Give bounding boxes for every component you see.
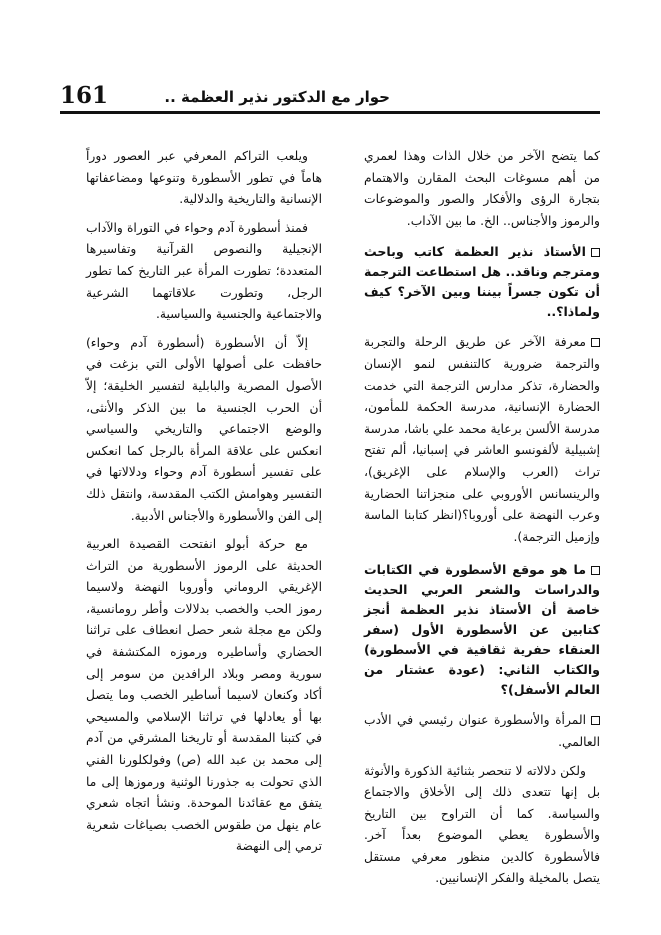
paragraph: ولكن دلالاته لا تنحصر بثنائية الذكورة والأنوثة بل إنها تتعدى ذلك إلى الأخلاق والاجتماع والسياسة. كما أن التراوح بين التاريخ والأسطورة يعطي الموضوع بعداً آخر. فالأسطورة كالدين منظور معرفي مستقل يتصل بالمخيلة والفكر الإنسانيين. (364, 763, 600, 886)
interview-question (364, 560, 600, 700)
question-text: الأستاذ نذير العظمة كاتب وباحث ومترجم وناقد.. هل استطاعت الترجمة أن تكون جسراً بيننا وبين الآخر؟ كيف ولماذا؟.. (364, 244, 600, 320)
paragraph: إلاّ أن الأسطورة (أسطورة آدم وحواء) حافظت على أصولها الأولى التي بزغت في الأصول المصرية والبابلية لتفسير الخليقة؛ إلاّ أن الحرب الجنسية ما بين الذكر والأنثى، والوضع الاجتماعي والتاريخي والسياسي انعكس على علاقة المرأة بالرجل كما انعكس على تفسير أسطورة آدم وحواء ودلالاتها في التفسير وهوامش الكتب المقدسة، وانتقل ذلك إلى الفن والأسطورة والأجناس الأدبية. (86, 335, 322, 523)
page-number: 161 (60, 82, 109, 109)
interview-answer (364, 332, 600, 548)
square-bullet-icon (591, 716, 600, 725)
question-text: ما هو موقع الأسطورة في الكتابات والدراسات والشعر العربي الحديث خاصة أن الأستاذ نذير العظمة أنجز كتابين عن الأسطورة الأول (سفر العنقاء حفرية ثقافية في الأسطورة) والكتاب الثاني: (عودة عشتار من العالم الأسفل)؟ (364, 562, 600, 698)
right-column (364, 146, 600, 897)
paragraph: مع حركة أبولو انفتحت القصيدة العربية الحديثة على الرموز الأسطورية من التراث الإغريقي الروماني وأوروبا النهضة ولاسيما رموز الحب والخصب بدلالات وأطر رومانسية، ولكن مع مجلة شعر حصل انعطاف على تراثنا الحضاري وأساطيره ورموزه المكتشفة في سورية ومصر وبلاد الرافدين من سومر إلى أكاد وكنعان لاسيما أساطير الخصب وما يتصل بها أو يعادلها في تراثنا الإسلامي والمسيحي في كتبنا المقدسة أو تاريخنا المشرقي من آدم إلى محمد بن عبد الله (ص) وفولكلورنا الفني الذي تحولت به جذورنا الوثنية ورموزها إلى ما يتفق مع عقائدنا الموحدة. ونشأ اتجاه شعري عام ينهل من طقوس الخصب بصياغات شعرية ترمي إلى النهضة (86, 537, 322, 854)
answer-text: المرأة والأسطورة عنوان رئيسي في الأدب العالمي. (364, 713, 600, 749)
header-rule (60, 111, 600, 114)
paragraph: ويلعب التراكم المعرفي عبر العصور دوراً هاماً في تطور الأسطورة وتنوعها ومضاعفاتها الإنسانية والتاريخية والدلالية. (86, 149, 322, 207)
paragraph: فمنذ أسطورة آدم وحواء في التوراة والآداب الإنجيلية والنصوص القرآنية وتفاسيرها المتعددة؛ تطورت المرأة عبر التاريخ كما تطور الرجل، وتطورت علاقاتهما الشرعية والاجتماعية والجنسية والسياسية. (86, 220, 322, 322)
interview-answer (364, 710, 600, 753)
interview-question (364, 242, 600, 322)
paragraph: كما يتضح الآخر من خلال الذات وهذا لعمري من أهم مسوغات البحث المقارن والاهتمام بتجارة الرؤى والأفكار والصور والموضوعات والرموز والأجناس.. الخ. ما بين الآداب. (364, 149, 600, 228)
answer-text: معرفة الآخر عن طريق الرحلة والتجربة والترجمة ضرورية كالتنفس لنمو الإنسان والحضارة، تذكر مدارس الترجمة التي خدمت الحضارة الإنسانية، مدرسة الحكمة للمأمون، مدرسة الألسن برعاية محمد علي باشا، مدرسة إشبيلية لألفونسو العاشر في إسبانيا، ألم تفتح تراث (العرب والإسلام على الإغريق)، والرينسانس الأوروبي على منجزاتنا الحضارية وعرب النهضة على أوروبا؟(انظر كتابنا الماسة وإزميل الترجمة). (364, 335, 600, 544)
square-bullet-icon (591, 248, 600, 257)
running-header-title: حوار مع الدكتور نذير العظمة .. (164, 88, 390, 106)
square-bullet-icon (591, 566, 600, 575)
square-bullet-icon (591, 338, 600, 347)
page-header (0, 0, 661, 130)
left-column (86, 146, 322, 865)
